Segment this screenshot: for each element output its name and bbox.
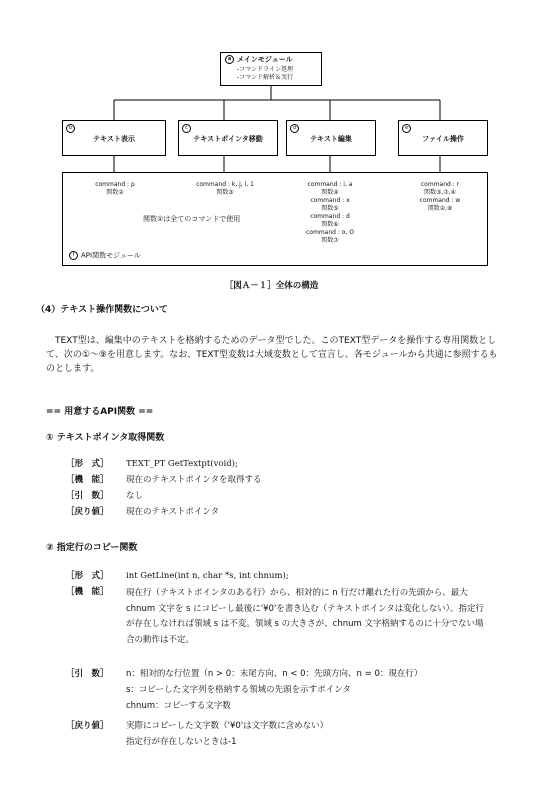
marker-c: c [182,124,191,133]
marker-b: b [66,124,75,133]
module-title-file: ファイル操作 [422,135,464,143]
api-col-pointer-move: command : k, j, l, 1 関数③ [196,181,254,196]
module-box-pointer-move [178,120,278,156]
func2-return-2: 指定行が存在しないときは-1 [126,737,237,747]
api-col-display: command : p 関数② [95,181,135,196]
marker-f: f [69,251,78,260]
main-module-box [220,52,322,86]
main-module-title: a メインモジュール [225,55,293,65]
api-title: == 用意するAPI関数 == [46,407,154,417]
figure-caption: ［図Ａ－１］全体の構造 [224,281,319,291]
marker-a: a [225,55,234,64]
func2-arg-chnum: chnum：コピーする文字数 [126,701,231,711]
func2-return-1: 実際にコピーした文字数（'¥0'は文字数に含めない） [126,721,329,731]
marker-e: e [402,124,411,133]
module-box-display [62,120,166,156]
func1-title: ① テキストポインタ取得関数 [46,433,165,443]
module-title-display: テキスト表示 [93,135,135,143]
func2-arg-s: s：コピーした文字列を格納する領域の先頭を示すポインタ [126,685,351,695]
marker-d: d [290,124,299,133]
main-module-line-1: -コマンドライン処理 [237,66,293,73]
api-module-box [62,172,488,266]
func2-arg-n: n：相対的な行位置（n > 0：末尾方向、n < 0：先頭方向、n = 0：現在行） [126,669,423,679]
api-footer: f API関数モジュール [69,251,141,261]
module-box-edit [286,120,376,156]
api-col-edit: command : i, a 関数④ command : x 関数⑤ command : d 関数⑥ command : o, O 関数⑦ [306,181,354,244]
module-title-pointer-move: テキストポインタ移動 [193,135,263,143]
module-title-edit: テキスト編集 [310,135,352,143]
section-heading: （4）テキスト操作関数について [36,305,168,315]
api-col-file: command : r 関数③,⑦,④ command : w 関数②,⑧ [419,181,461,212]
func2-title: ② 指定行のコピー関数 [46,543,138,553]
api-note: 関数①は全てのコマンドで使用 [143,215,241,223]
section-intro: TEXT型は、編集中のテキストを格納するためのデータ型でした。このTEXT型データを操作する専用関数として、次の①～⑨を用意します。なお、TEXT型変数は大域変数として宣言し、各モジュールから共通に参照するものとします。 [46,336,498,374]
main-module-line-2: -コマンド解析＆実行 [237,74,294,81]
module-box-file [398,120,488,156]
